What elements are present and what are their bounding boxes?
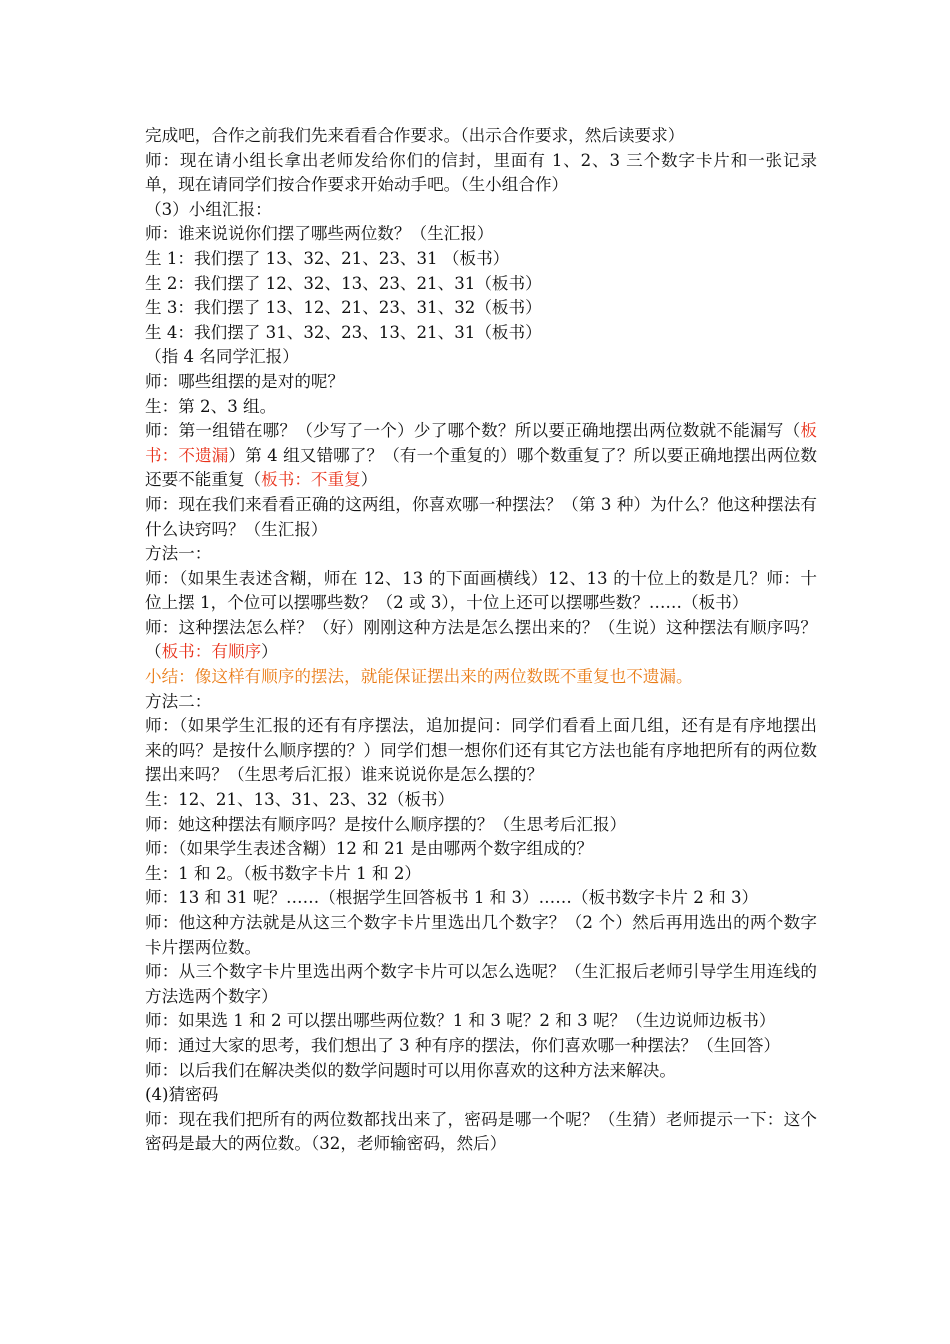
section-heading-group-report: （3）小组汇报： [145, 199, 272, 219]
order-text-c: ） [261, 642, 278, 662]
paragraph-teacher-pairs: 师：如果选 1 和 2 可以摆出哪些两位数？1 和 3 呢？2 和 3 呢？（生边说师边板书） [145, 1011, 776, 1031]
paragraph-teacher-how-select: 师：从三个数字卡片里选出两个数字卡片可以怎么选呢？（生汇报后老师引导学生用连线的方法选两个数字） [145, 962, 817, 1006]
paragraph-student-answer: 生：第 2、3 组。 [145, 396, 277, 416]
paragraph-teacher-order-question: 师：她这种摆法有顺序吗？是按什么顺序摆的？（生思考后汇报） [145, 814, 627, 834]
board-note-no-omission: 板书：不遗漏 [145, 421, 817, 465]
document-body [145, 124, 817, 1157]
paragraph-teacher-select-cards: 师：他这种方法就是从这三个数字卡片里选出几个数字？（2 个）然后再用选出的两个数字卡片摆两位数。 [145, 913, 817, 957]
paragraph-note-four-students: （指 4 名同学汇报） [145, 347, 299, 367]
paragraph-teacher-envelope: 师：现在请小组长拿出老师发给你们的信封，里面有 1、2、3 三个数字卡片和一张记录单，现在请同学们按合作要求开始动手吧。（生小组合作） [145, 150, 817, 195]
errors-text-c: ）第 4 组又错哪了？（有一个重复的）哪个数重复了？所以要正确地摆出两位数还要不能重复（ [145, 445, 817, 490]
paragraph-teacher-13-31: 师：13 和 31 呢？……（根据学生回答板书 1 和 3）……（板书数字卡片 2 和 3） [145, 888, 759, 908]
paragraph-method-one-order [145, 616, 817, 665]
section-heading-method-one: 方法一： [145, 544, 212, 564]
section-heading-guess-password: (4)猜密码 [145, 1085, 219, 1105]
section-heading-method-two: 方法二： [145, 691, 212, 711]
board-note-no-repeat: 板书：不重复 [261, 470, 361, 490]
paragraph-teacher-future: 师：以后我们在解决类似的数学问题时可以用你喜欢的这种方法来解决。 [145, 1060, 676, 1080]
paragraph-student-1: 生 1：我们摆了 13、32、21、23、31 （板书） [145, 248, 510, 268]
paragraph-student-sequence: 生：12、21、13、31、23、32（板书） [145, 790, 455, 810]
paragraph-teacher-which-correct: 师：哪些组摆的是对的呢？ [145, 371, 345, 391]
board-note-in-order: 板书：有顺序 [161, 642, 262, 662]
paragraph-student-4: 生 4：我们摆了 31、32、23、13、21、31（板书） [145, 322, 542, 342]
paragraph-intro: 完成吧，合作之前我们先来看看合作要求。（出示合作要求，然后读要求） [145, 126, 685, 145]
paragraph-student-3: 生 3：我们摆了 13、12、21、23、31、32（板书） [145, 298, 542, 318]
order-text-a: 师：这种摆法怎么样？（好）刚刚这种方法是怎么摆出来的？（生说）这种摆法有顺序吗？（ [145, 617, 817, 662]
errors-text-e: ） [360, 470, 378, 490]
paragraph-method-one-detail: 师：（如果生表述含糊，师在 12、13 的下面画横线）12、13 的十位上的数是几？师：十位上摆 1，个位可以摆哪些数？（2 或 3），十位上还可以摆哪些数？……（板书） [145, 568, 817, 613]
errors-text-a: 师：第一组错在哪？（少写了一个）少了哪个数？所以要正确地摆出两位数就不能漏写（ [145, 421, 801, 441]
paragraph-teacher-question: 师：谁来说说你们摆了哪些两位数？（生汇报） [145, 224, 494, 244]
paragraph-summary: 小结：像这样有顺序的摆法，就能保证摆出来的两位数既不重复也不遗漏。 [145, 667, 693, 687]
paragraph-method-two-question: 师：（如果学生汇报的还有有序摆法，追加提问：同学们看看上面几组，还有是有序地摆出来的吗？是按什么顺序摆的？）同学们想一想你们还有其它方法也能有序地把所有的两位数摆出来吗？（生思考后汇报）谁来说说你是怎么摆的？ [145, 716, 817, 785]
paragraph-student-digits: 生：1 和 2。（板书数字卡片 1 和 2） [145, 863, 422, 883]
paragraph-teacher-password: 师：现在我们把所有的两位数都找出来了，密码是哪一个呢？（生猜）老师提示一下：这个密码是最大的两位数。（32，老师输密码，然后） [145, 1109, 817, 1154]
paragraph-teacher-preference: 师：现在我们来看看正确的这两组，你喜欢哪一种摆法？（第 3 种）为什么？他这种摆法有什么诀窍吗？（生汇报） [145, 494, 817, 539]
paragraph-teacher-three-methods: 师：通过大家的思考，我们想出了 3 种有序的摆法，你们喜欢哪一种摆法？（生回答） [145, 1035, 781, 1055]
paragraph-teacher-digits-question: 师：（如果学生表述含糊）12 和 21 是由哪两个数字组成的？ [145, 839, 594, 859]
paragraph-student-2: 生 2：我们摆了 12、32、13、23、21、31（板书） [145, 273, 542, 293]
paragraph-teacher-errors [145, 419, 817, 493]
